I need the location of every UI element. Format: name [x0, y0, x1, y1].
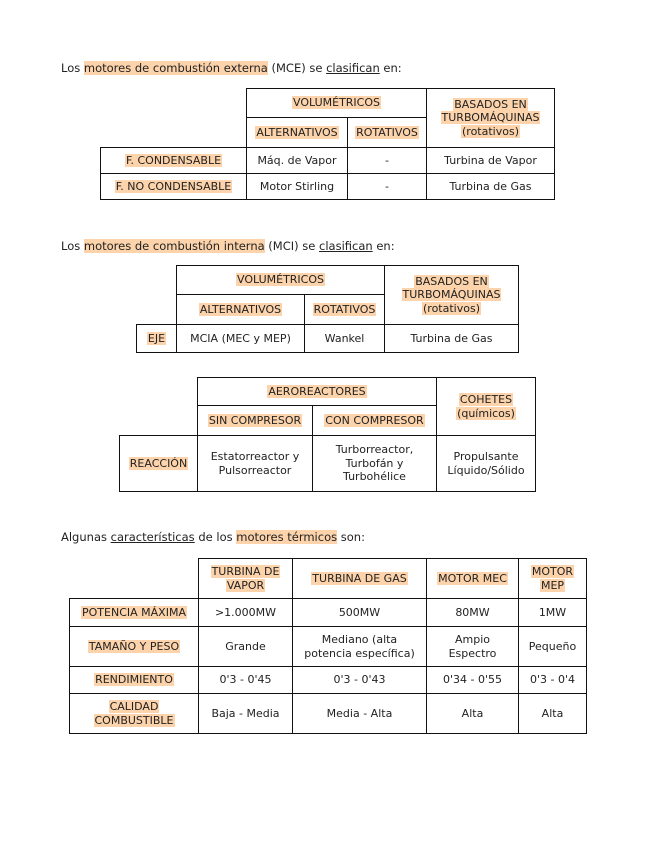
cell: 500MW [293, 599, 427, 627]
mce-table [100, 88, 555, 200]
table-row [137, 325, 519, 353]
mce-head-turbomaquinas: BASADOS EN TURBOMÁQUINAS (rotativos) [427, 89, 555, 148]
table-row [120, 436, 536, 492]
head-motor-mec: MOTOR MEC [427, 559, 519, 599]
mce-head-rotativos: ROTATIVOS [348, 118, 427, 148]
cell: 0'3 - 0'43 [293, 667, 427, 694]
row-label: F. CONDENSABLE [101, 148, 247, 174]
cell: Turborreactor, Turbofán y Turbohélice [313, 436, 437, 492]
cell: Grande [199, 627, 293, 667]
head-cohetes: COHETES (químicos) [437, 378, 536, 436]
head-turbina-gas: TURBINA DE GAS [293, 559, 427, 599]
cell: - [348, 148, 427, 174]
caracteristicas-intro: Algunas características de los motores térmicos son: [61, 530, 365, 544]
row-label: CALIDAD COMBUSTIBLE [70, 694, 199, 734]
cell: Wankel [305, 325, 385, 353]
cell: Estatorreactor y Pulsorreactor [198, 436, 313, 492]
cell: Media - Alta [293, 694, 427, 734]
mce-intro: Los motores de combustión externa (MCE) se clasifican en: [61, 61, 402, 75]
head-sin-compresor: SIN COMPRESOR [198, 406, 313, 436]
cell: Alta [427, 694, 519, 734]
head-motor-mep: MOTOR MEP [519, 559, 587, 599]
row-label: F. NO CONDENSABLE [101, 174, 247, 200]
table-row [101, 174, 555, 200]
table-row [70, 627, 587, 667]
table-row [70, 694, 587, 734]
table-row [70, 667, 587, 694]
cell: Turbina de Gas [385, 325, 519, 353]
cell: Máq. de Vapor [247, 148, 348, 174]
cell: 0'34 - 0'55 [427, 667, 519, 694]
cell: Alta [519, 694, 587, 734]
table-row [101, 148, 555, 174]
cell: Turbina de Gas [427, 174, 555, 200]
row-label: RENDIMIENTO [70, 667, 199, 694]
mci-head-rotativos: ROTATIVOS [305, 295, 385, 325]
mci-intro: Los motores de combustión interna (MCI) se clasifican en: [61, 239, 395, 253]
cell: Turbina de Vapor [427, 148, 555, 174]
cell: Baja - Media [199, 694, 293, 734]
cell: MCIA (MEC y MEP) [177, 325, 305, 353]
mci-head-alternativos: ALTERNATIVOS [177, 295, 305, 325]
row-label: TAMAÑO Y PESO [70, 627, 199, 667]
row-label: EJE [137, 325, 177, 353]
table-row [70, 599, 587, 627]
row-label: POTENCIA MÁXIMA [70, 599, 199, 627]
row-label: REACCIÓN [120, 436, 198, 492]
caracteristicas-table [69, 558, 587, 734]
head-aeroreactores: AEROREACTORES [198, 378, 437, 406]
cell: 0'3 - 0'4 [519, 667, 587, 694]
cell: Pequeño [519, 627, 587, 667]
cell: Mediano (alta potencia específica) [293, 627, 427, 667]
cell: Motor Stirling [247, 174, 348, 200]
mci-table [136, 265, 519, 353]
cell: 80MW [427, 599, 519, 627]
cell: Ampio Espectro [427, 627, 519, 667]
mci-head-turbomaquinas: BASADOS EN TURBOMÁQUINAS (rotativos) [385, 266, 519, 325]
cell: - [348, 174, 427, 200]
reaccion-table [119, 377, 536, 492]
cell: >1.000MW [199, 599, 293, 627]
cell: Propulsante Líquido/Sólido [437, 436, 536, 492]
mce-head-alternativos: ALTERNATIVOS [247, 118, 348, 148]
mci-head-volumetricos: VOLUMÉTRICOS [177, 266, 385, 295]
head-turbina-vapor: TURBINA DE VAPOR [199, 559, 293, 599]
cell: 0'3 - 0'45 [199, 667, 293, 694]
mce-head-volumetricos: VOLUMÉTRICOS [247, 89, 427, 118]
cell: 1MW [519, 599, 587, 627]
head-con-compresor: CON COMPRESOR [313, 406, 437, 436]
